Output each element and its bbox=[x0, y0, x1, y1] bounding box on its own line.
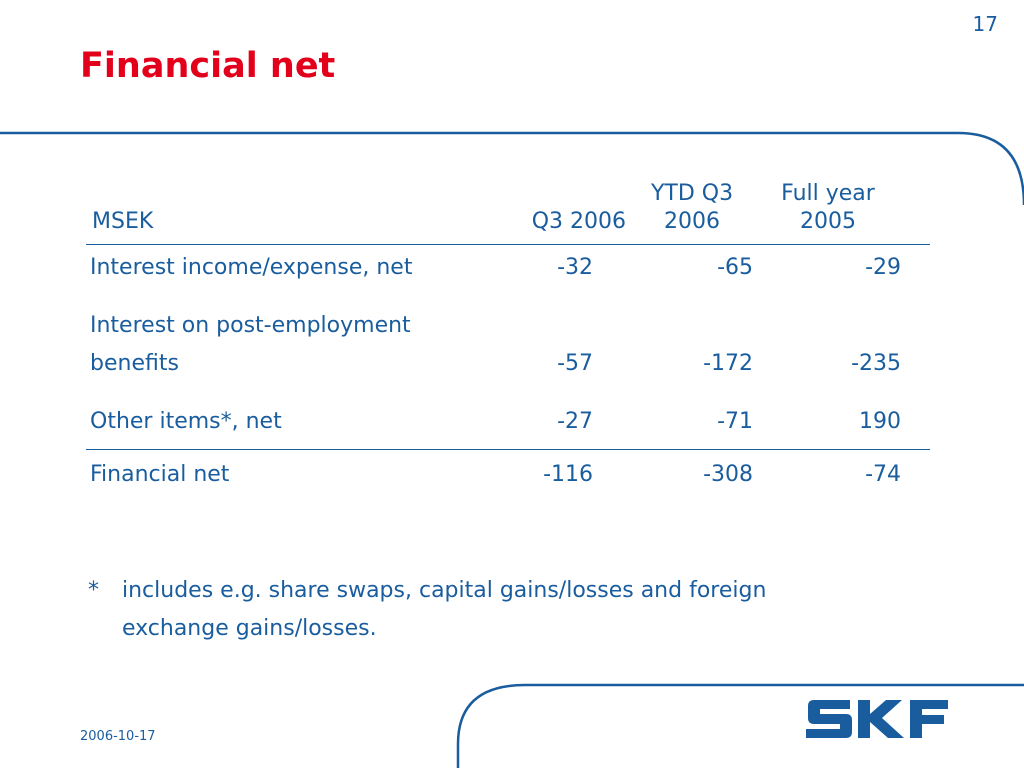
row-spacer bbox=[86, 383, 930, 399]
cell-ytd-q3-2006: -172 bbox=[703, 351, 753, 376]
header-ytd-q3-2006 bbox=[626, 180, 758, 236]
cell-full-year-2005: -235 bbox=[851, 351, 901, 376]
header-ytd-line1: YTD Q3 bbox=[650, 181, 734, 206]
header-ytd-line2: 2006 bbox=[664, 209, 720, 234]
row-label-line2: benefits bbox=[90, 351, 179, 376]
footnote bbox=[88, 572, 848, 648]
page-title: Financial net bbox=[80, 46, 336, 86]
slide-number: 17 bbox=[972, 12, 998, 36]
table-row bbox=[86, 303, 930, 383]
table-row bbox=[86, 245, 930, 287]
cell-ytd-q3-2006: -65 bbox=[717, 255, 753, 280]
logo-letter-f bbox=[910, 700, 948, 738]
header-full-year-line2: 2005 bbox=[800, 209, 856, 234]
logo-letter-s bbox=[806, 700, 852, 738]
skf-logo bbox=[806, 700, 948, 738]
footnote-text: includes e.g. share swaps, capital gains/losses and foreign exchange gains/losses. bbox=[122, 578, 767, 641]
cell-q3-2006: -57 bbox=[557, 351, 593, 376]
cell-q3-2006: -27 bbox=[557, 409, 593, 434]
cell-ytd-q3-2006: -71 bbox=[717, 409, 753, 434]
row-label bbox=[86, 307, 510, 383]
slide-date: 2006-10-17 bbox=[80, 729, 156, 744]
cell-full-year-2005: -29 bbox=[865, 255, 901, 280]
table-row bbox=[86, 399, 930, 449]
table-header-row bbox=[86, 180, 930, 245]
cell-q3-2006: -32 bbox=[557, 255, 593, 280]
row-label-line1: Interest on post-employment bbox=[90, 313, 411, 338]
total-q3-2006: -116 bbox=[543, 462, 593, 487]
total-ytd-q3-2006: -308 bbox=[703, 462, 753, 487]
financial-table bbox=[86, 180, 930, 494]
total-label: Financial net bbox=[90, 462, 230, 487]
header-full-year-2005 bbox=[758, 180, 898, 236]
footnote-mark: * bbox=[88, 578, 99, 603]
header-q3-2006: Q3 2006 bbox=[531, 209, 626, 234]
row-spacer bbox=[86, 287, 930, 303]
header-full-year-line1: Full year bbox=[781, 181, 875, 206]
row-label: Interest income/expense, net bbox=[90, 255, 413, 280]
cell-full-year-2005: 190 bbox=[859, 409, 901, 434]
row-label: Other items*, net bbox=[90, 409, 282, 434]
total-full-year-2005: -74 bbox=[865, 462, 901, 487]
table-total-row bbox=[86, 449, 930, 494]
header-msek: MSEK bbox=[92, 209, 154, 234]
logo-letter-k bbox=[858, 700, 904, 738]
